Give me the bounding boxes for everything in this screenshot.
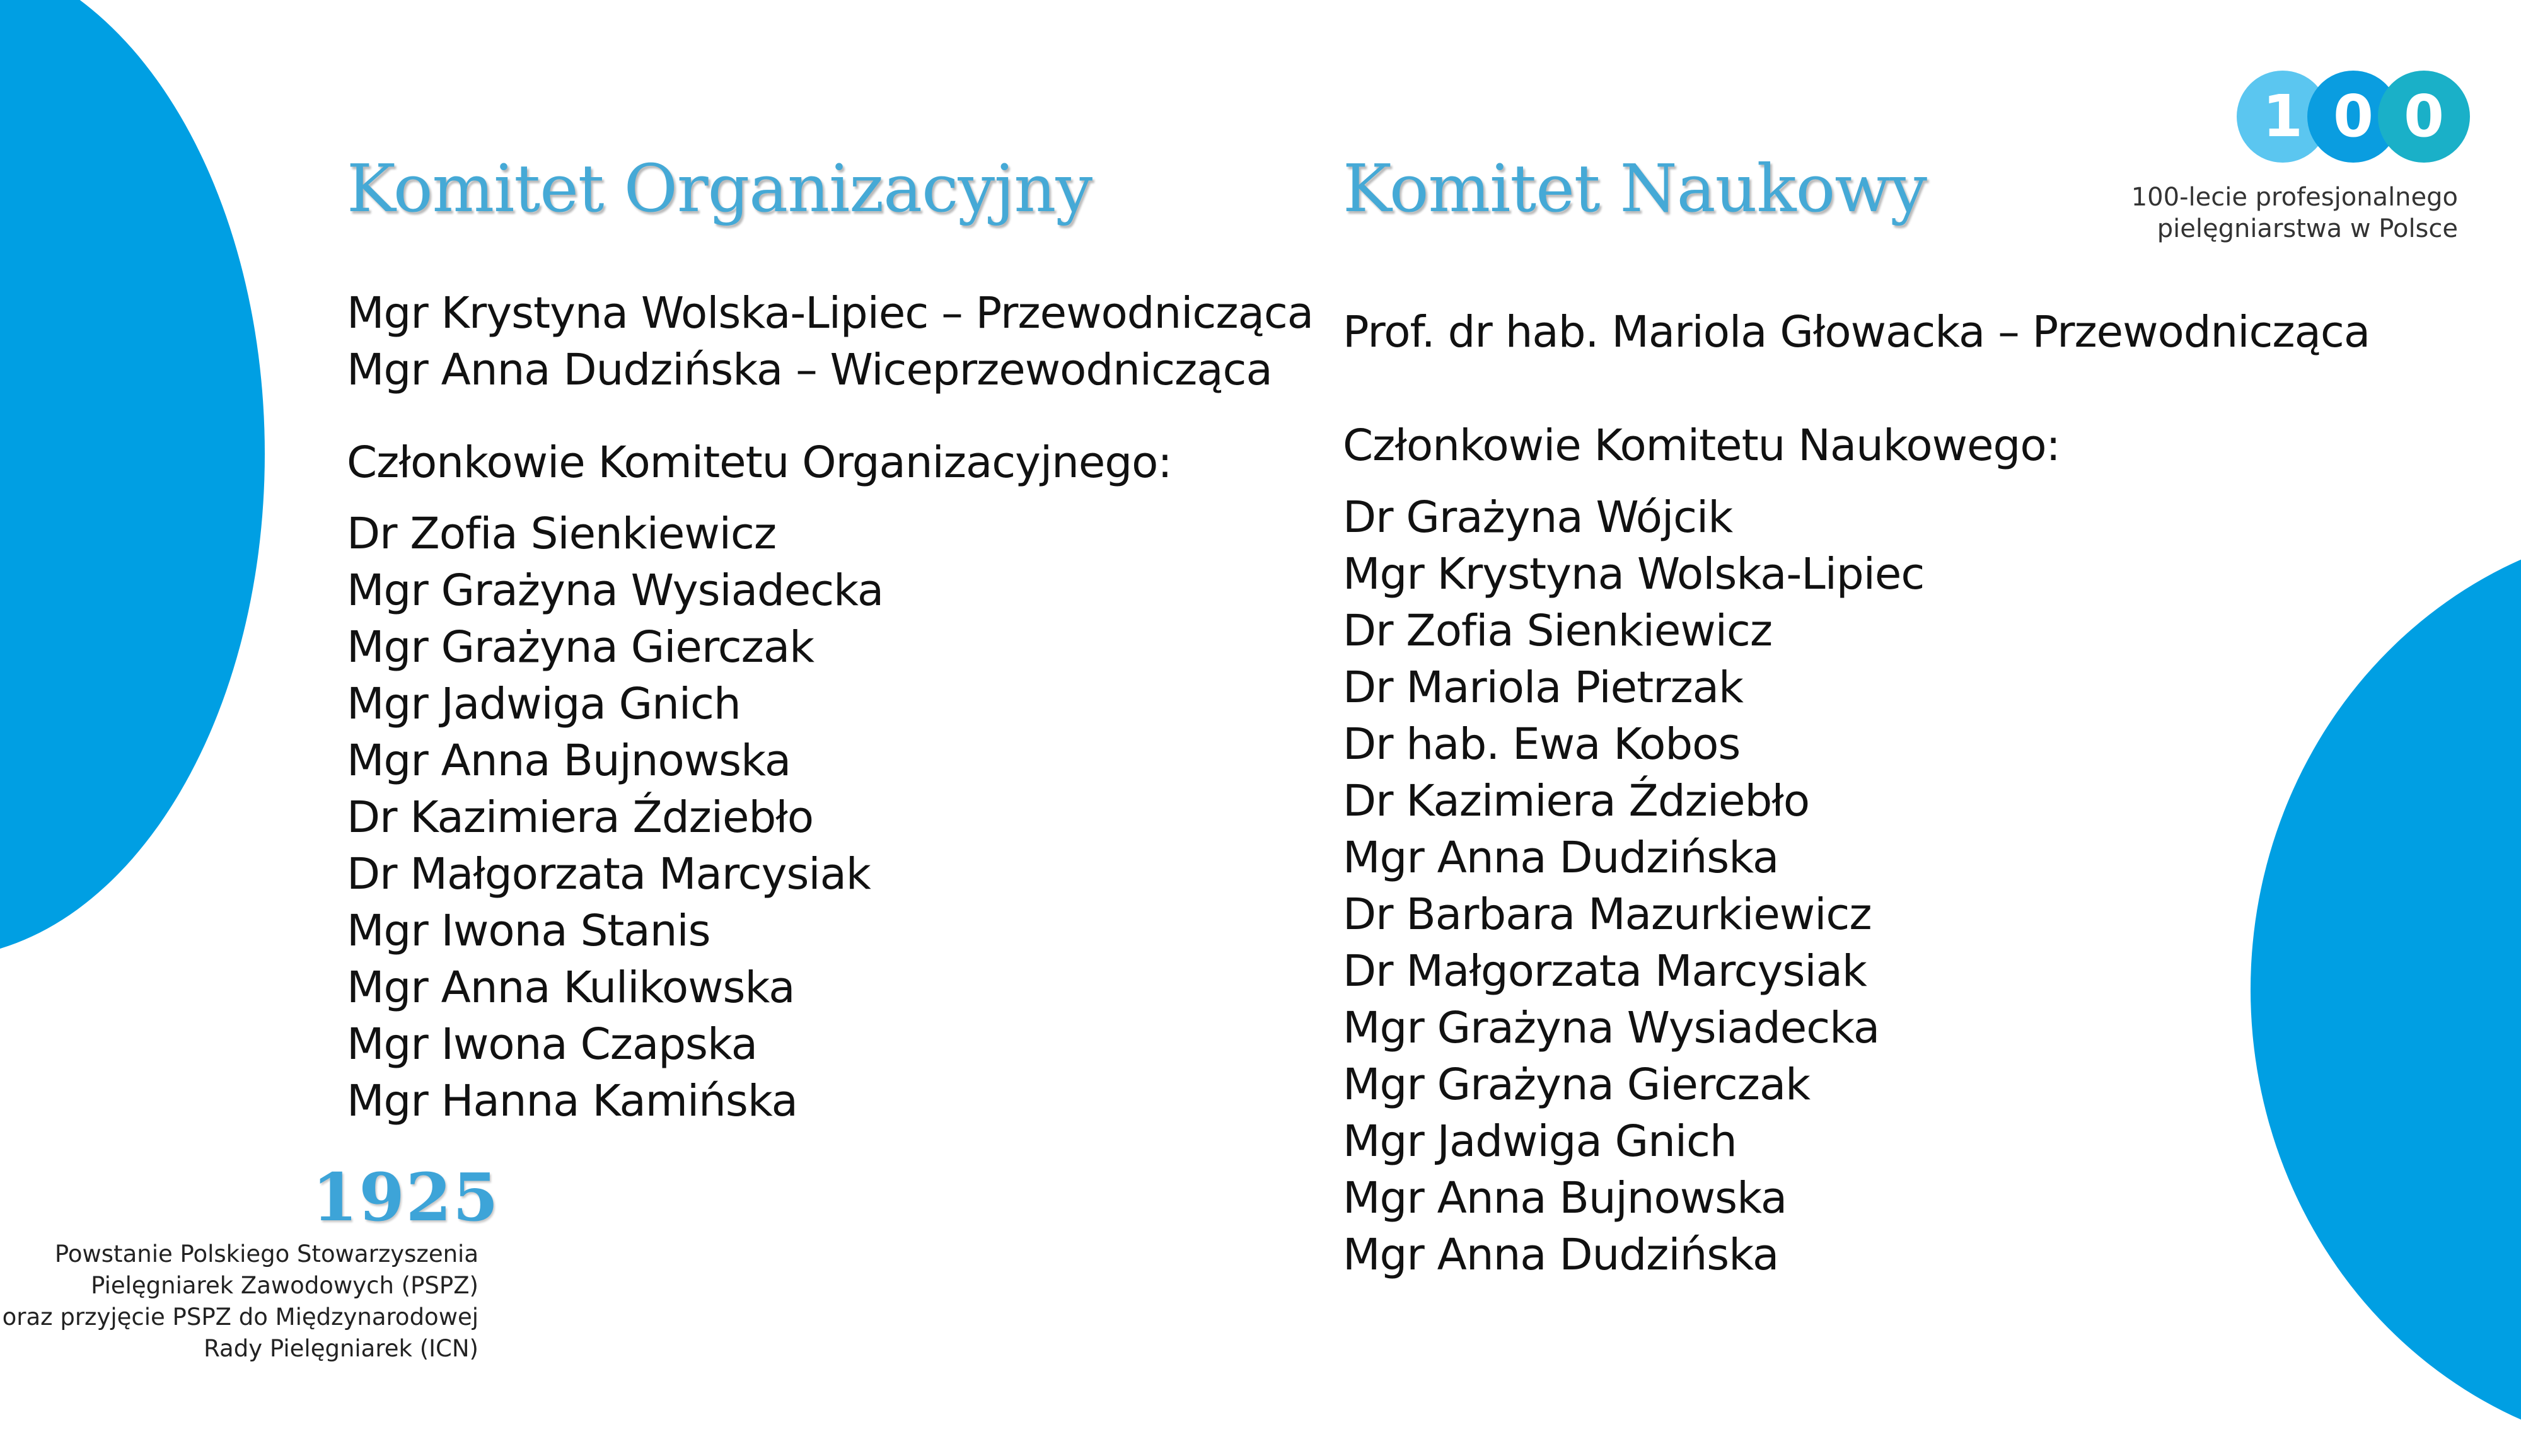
list-item: Mgr Anna Dudzińska <box>1343 1230 1779 1280</box>
founding-description-line: Powstanie Polskiego Stowarzyszenia <box>54 1240 478 1268</box>
logo-digit-2: 0 <box>2307 71 2399 163</box>
decorative-circle-right <box>2251 523 2521 1456</box>
list-item: Mgr Grażyna Wysiadecka <box>1343 1003 1880 1053</box>
list-item: Mgr Grażyna Wysiadecka <box>347 565 884 616</box>
list-item: Mgr Anna Bujnowska <box>1343 1173 1787 1223</box>
list-item: Dr Zofia Sienkiewicz <box>347 509 777 559</box>
scientific-members-label <box>1343 417 2060 474</box>
list-item: Dr Małgorzata Marcysiak <box>347 849 871 899</box>
scientific-members-label-text: Członkowie Komitetu Naukowego: <box>1343 420 2060 471</box>
logo-digit-3: 0 <box>2378 71 2470 163</box>
list-item: Mgr Jadwiga Gnich <box>347 679 741 729</box>
list-item: Dr Małgorzata Marcysiak <box>1343 946 1867 997</box>
list-item: Mgr Anna Dudzińska <box>1343 833 1779 883</box>
list-item: Mgr Grażyna Gierczak <box>347 622 814 673</box>
organizing-leaders <box>347 285 1313 398</box>
list-item: Dr Kazimiera Ździebło <box>347 792 814 843</box>
logo-caption-line: 100-lecie profesjonalnego <box>2131 183 2458 212</box>
logo-caption-line: pielęgniarstwa w Polsce <box>2157 214 2458 243</box>
scientific-leaders <box>1343 304 2370 361</box>
list-item: Dr Grażyna Wójcik <box>1343 492 1733 543</box>
scientific-members-list <box>1343 489 1924 1283</box>
centenary-logo <box>2237 71 2470 163</box>
organizing-members-list <box>347 506 883 1130</box>
list-item: Mgr Grażyna Gierczak <box>1343 1060 1811 1110</box>
list-item: Mgr Jadwiga Gnich <box>1343 1116 1737 1167</box>
list-item: Mgr Anna Bujnowska <box>347 736 791 786</box>
list-item: Dr hab. Ewa Kobos <box>1343 719 1741 770</box>
founding-description-line: oraz przyjęcie PSPZ do Międzynarodowej <box>2 1303 478 1331</box>
organizing-members-label-text: Członkowie Komitetu Organizacyjnego: <box>347 437 1172 488</box>
list-item: Dr Zofia Sienkiewicz <box>1343 606 1773 656</box>
scientific-chair: Prof. dr hab. Mariola Głowacka – Przewodnicząca <box>1343 307 2370 357</box>
organizing-vice-chair: Mgr Anna Dudzińska – Wiceprzewodnicząca <box>347 345 1272 395</box>
list-item: Mgr Iwona Stanis <box>347 906 710 956</box>
logo-caption <box>2131 182 2458 245</box>
list-item: Dr Barbara Mazurkiewicz <box>1343 889 1872 940</box>
logo-digit-1: 1 <box>2237 71 2329 163</box>
list-item: Dr Kazimiera Ździebło <box>1343 776 1810 826</box>
list-item: Mgr Anna Kulikowska <box>347 962 795 1013</box>
organizing-committee-title: Komitet Organizacyjny <box>347 150 1092 227</box>
list-item: Mgr Krystyna Wolska-Lipiec <box>1343 549 1925 599</box>
founding-description-line: Rady Pielęgniarek (ICN) <box>204 1335 478 1362</box>
organizing-members-label <box>347 434 1172 491</box>
list-item: Mgr Iwona Czapska <box>347 1019 758 1070</box>
list-item: Mgr Hanna Kamińska <box>347 1076 797 1126</box>
founding-description <box>3 1239 478 1365</box>
list-item: Dr Mariola Pietrzak <box>1343 662 1743 713</box>
decorative-circle-left <box>0 0 265 958</box>
founding-description-line: Pielęgniarek Zawodowych (PSPZ) <box>91 1272 478 1299</box>
organizing-chair: Mgr Krystyna Wolska-Lipiec – Przewodnicząca <box>347 288 1314 338</box>
founding-year: 1925 <box>312 1158 500 1236</box>
scientific-committee-title: Komitet Naukowy <box>1343 150 1927 227</box>
